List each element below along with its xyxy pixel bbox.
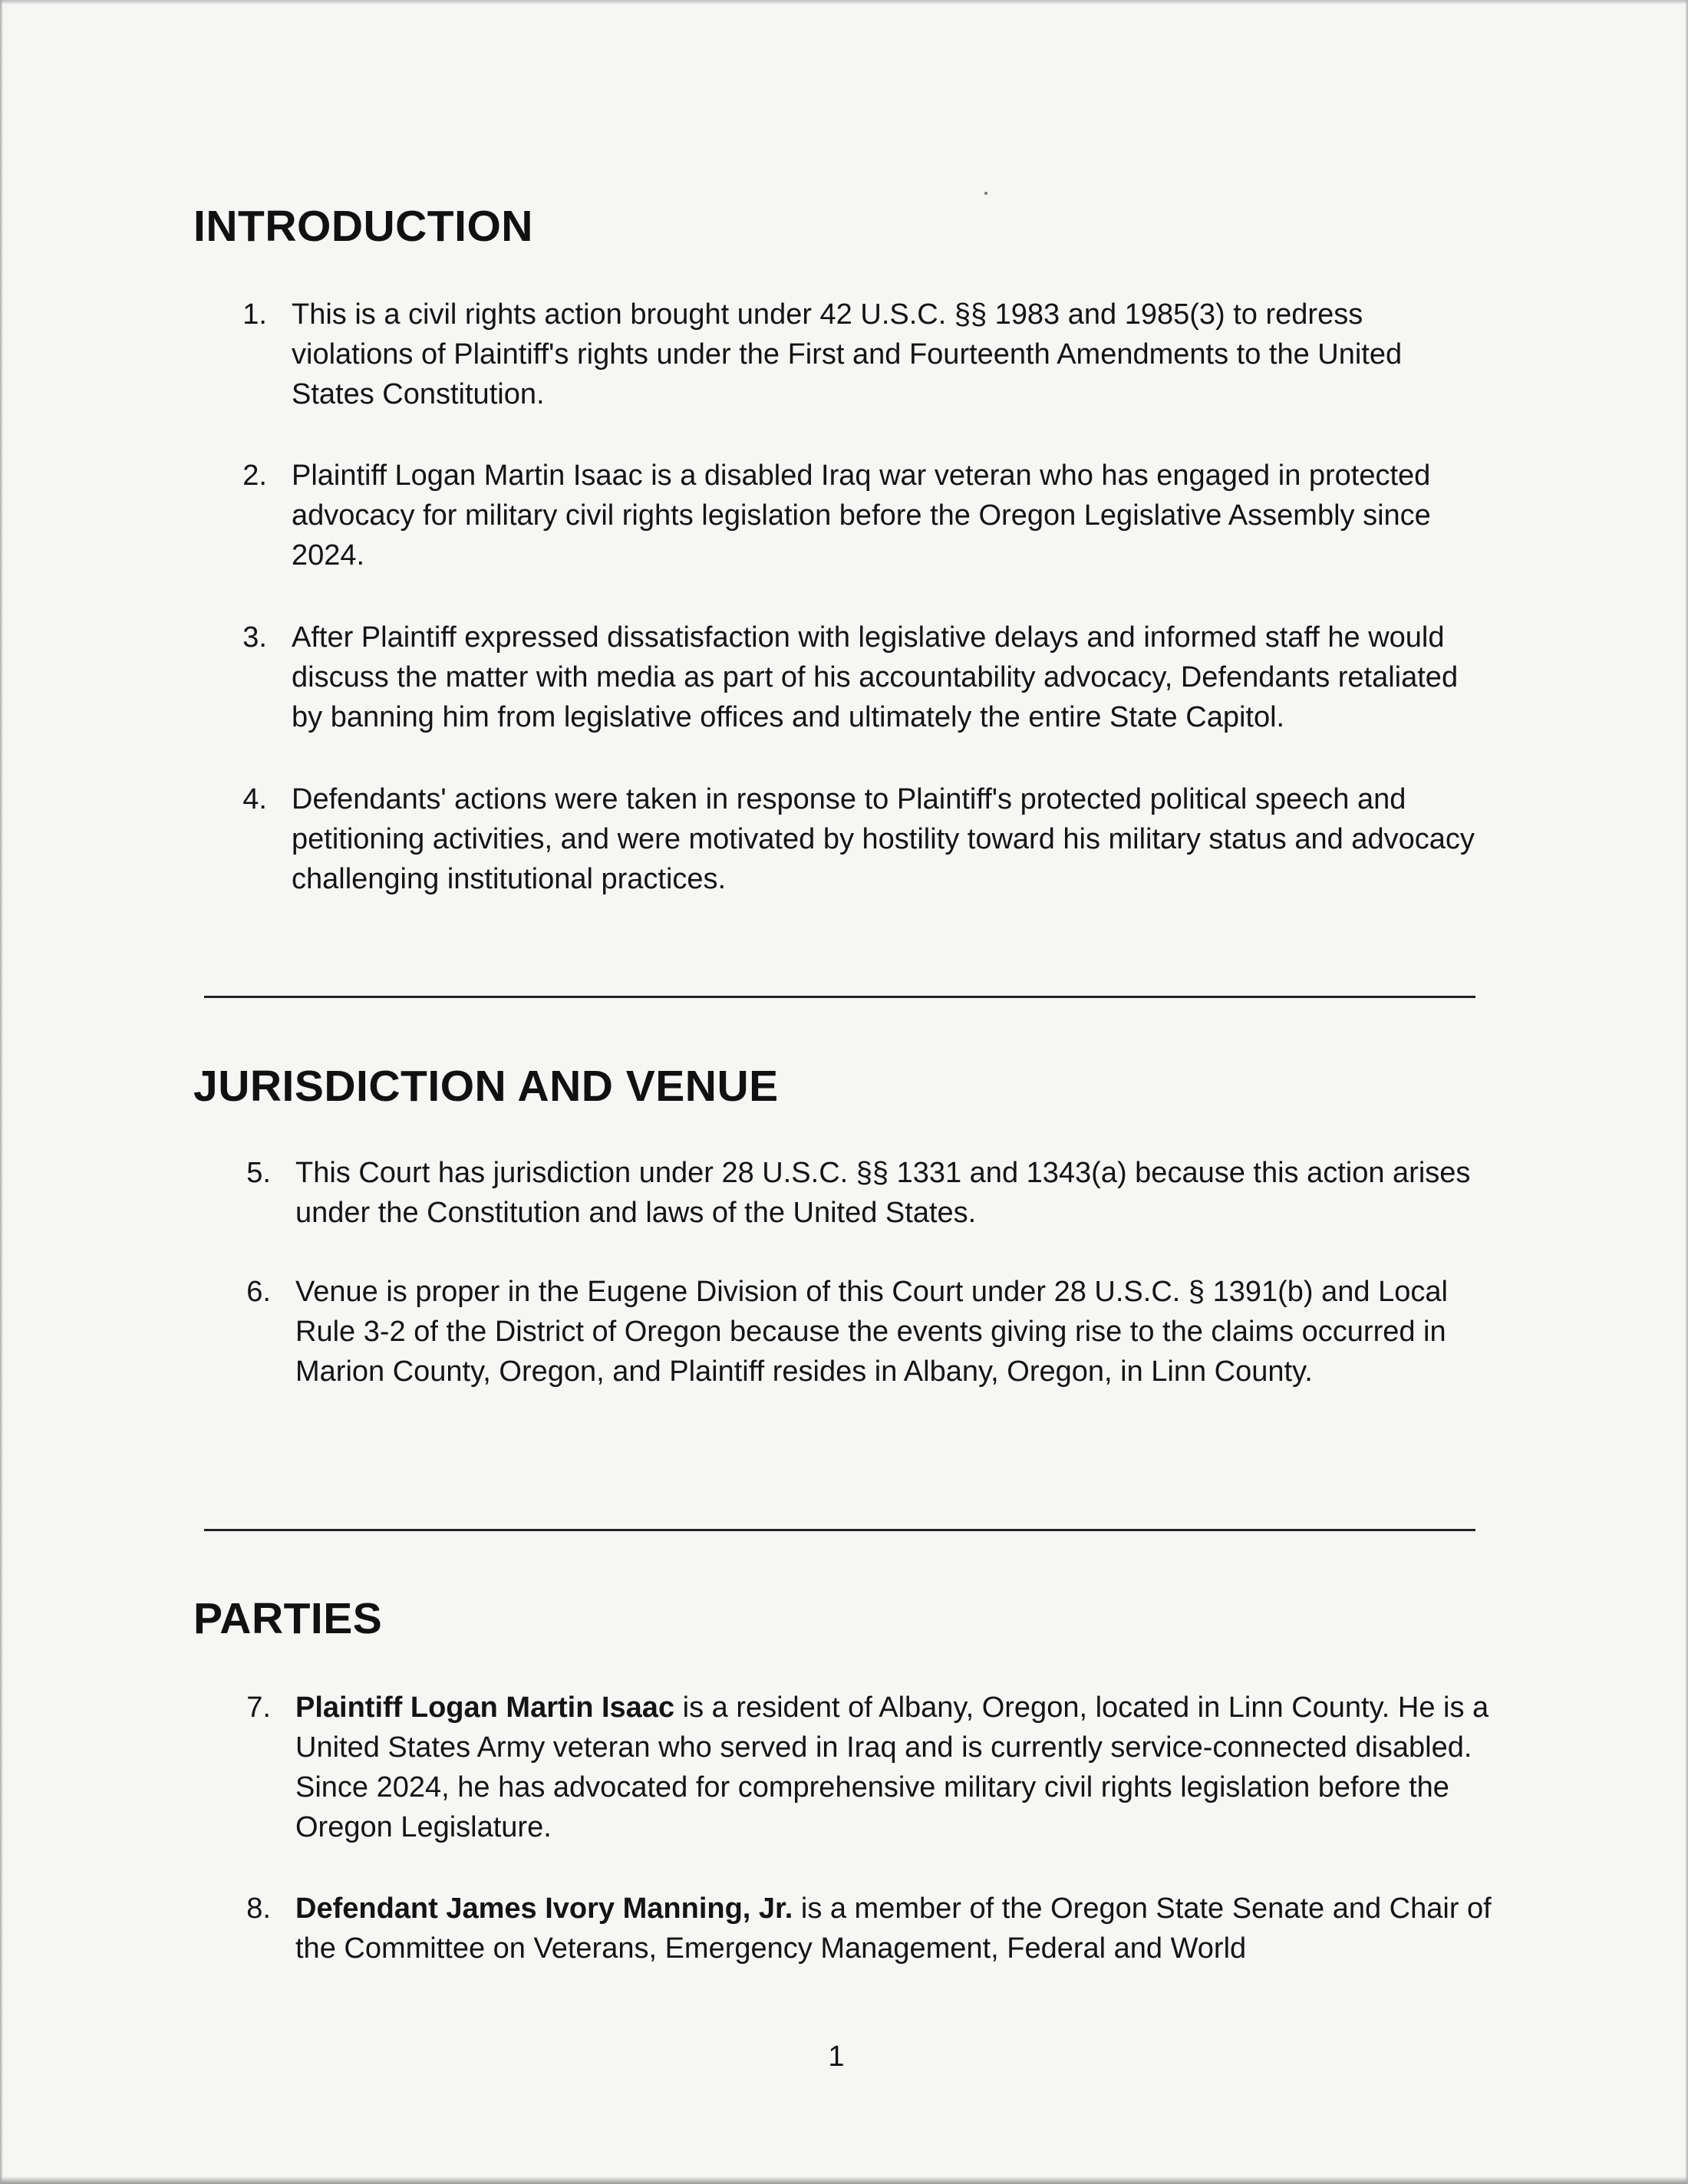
scan-speck [984, 192, 987, 195]
party-name: Plaintiff Logan Martin Isaac [295, 1692, 675, 1724]
section-divider [204, 996, 1475, 998]
party-name: Defendant James Ivory Manning, Jr. [295, 1892, 793, 1925]
section-heading-jurisdiction: JURISDICTION AND VENUE [193, 1062, 779, 1111]
item-text [295, 1889, 1492, 1968]
item-number: 2. [242, 460, 267, 492]
item-number: 5. [246, 1157, 271, 1189]
item-number: 8. [246, 1892, 271, 1925]
section-heading-introduction: INTRODUCTION [193, 202, 533, 251]
item-text: Defendants' actions were taken in response to Plaintiff's protected political speech and petitioning activities, and were motivated by hostility toward his military status and advocacy challenging institutional practices. [292, 783, 1475, 895]
item-number: 6. [246, 1276, 271, 1308]
item-number: 4. [242, 783, 267, 815]
section-heading-parties: PARTIES [193, 1594, 383, 1643]
scan-edge-left [0, 0, 3, 2184]
item-text: Venue is proper in the Eugene Division of this Court under 28 U.S.C. § 1391(b) and Local Rule 3-2 of the District of Oregon because the events giving rise to the claims occurred in Marion County, Oregon, and Plaintiff resides in Albany, Oregon, in Linn County. [295, 1276, 1448, 1388]
item-text: Plaintiff Logan Martin Isaac is a disabled Iraq war veteran who has engaged in protected advocacy for military civil rights legislation before the Oregon Legislative Assembly since 2024. [292, 460, 1431, 572]
item-number: 7. [246, 1692, 271, 1724]
scan-edge-bottom [0, 2176, 1688, 2184]
scan-edge-top [0, 0, 1688, 5]
item-number: 3. [242, 621, 267, 654]
item-text: This is a civil rights action brought under 42 U.S.C. §§ 1983 and 1985(3) to redress violations of Plaintiff's rights under the First and Fourteenth Amendments to the United States Constitution. [292, 298, 1403, 410]
section-divider [204, 1529, 1475, 1531]
item-text: This Court has jurisdiction under 28 U.S.C. §§ 1331 and 1343(a) because this action arises under the Constitution and laws of the United States. [295, 1157, 1471, 1229]
item-number: 1. [242, 298, 267, 331]
party-description: is a member of the Oregon State Senate and Chair of the Committee on Veterans, Emergency Management, Federal and World [295, 1892, 1492, 1965]
scan-edge-right [1685, 0, 1688, 2184]
item-text: After Plaintiff expressed dissatisfaction with legislative delays and informed staff he would discuss the matter with media as part of his accountability advocacy, Defendants retaliated by banning him from legislative offices and ultimately the entire State Capitol. [292, 621, 1459, 733]
page-number: 1 [828, 2041, 845, 2073]
item-text [295, 1688, 1492, 1847]
party-description: is a resident of Albany, Oregon, located in Linn County. He is a United States Army veteran who served in Iraq and is currently service-connected disabled. Since 2024, he has advocated for comprehensive military civil rights legislation before the Oregon Legislature. [295, 1692, 1489, 1843]
